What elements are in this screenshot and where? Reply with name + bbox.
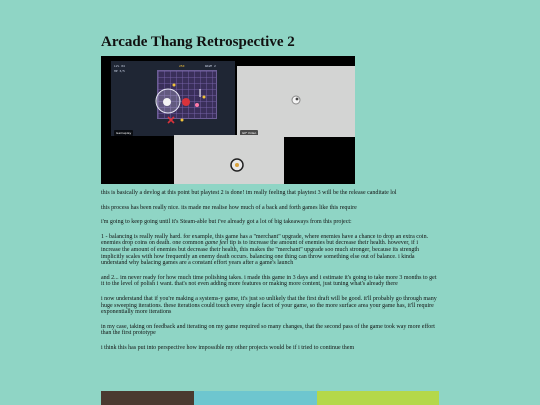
enemy-blob: [182, 98, 190, 106]
game-screenshot-thumb[interactable]: [194, 391, 317, 405]
paragraph: this is basically a devlog at this point but playtest 2 is done! im really feeling that playtest 3 will be the release canditate lol: [101, 190, 397, 196]
coin: [203, 96, 206, 99]
paragraph-balancing: 1 - balancing is really really hard. for example, this game has a "merchant" upgrade, where enemies have a chance to drop an extra coin. enemies drop coins on death. one common game feel tip is to increase the amount of enemies but decrease their health. however, if i increase the amount of enemies but decrease their health, this makes the "merchant" upgrade soo much stronger, because its strength implicitly scales with how frequently an enemy death occurs. balancing one thing can throw something else out of balance. i kinda understand why balacing games are a constant effort years after a game's launch: [101, 233, 429, 267]
video-clip-1[interactable]: [237, 66, 355, 137]
video-badge: GIF Video: [242, 131, 257, 135]
emphasis-text: game feel: [204, 240, 229, 247]
post-title: Arcade Thang Retrospective 2: [101, 34, 295, 50]
coin: [181, 119, 184, 122]
paragraph: i think this has put into perspective how impossible my other projects would be if i tried to continue them: [101, 344, 355, 351]
game-sprites: [111, 61, 235, 136]
hud-level: LVL 04: [114, 64, 125, 68]
gameplay-screenshot[interactable]: [111, 61, 235, 136]
paragraph: and 2... im never ready for how much time polishing takes. i made this game in 3 days and i estimate it's going to take more 3 months to get it to the level of polish i want. that's not even adding more features or making more content, just tuning what's already there: [101, 274, 437, 288]
hud-coins: 250: [179, 64, 185, 68]
media-gallery-2: [101, 391, 439, 405]
spinning-ship-icon: [289, 93, 303, 107]
coin: [173, 84, 176, 87]
paragraph: in my case, taking on feedback and iterating on my game required so many changes, that the second pass of the game took way more effort than the first prototype: [101, 323, 435, 337]
media-badge: Gameplay: [116, 131, 132, 135]
hud-wave: WAVE 2: [205, 64, 216, 68]
video-clip-2[interactable]: [174, 135, 284, 184]
game-screenshot-thumb[interactable]: [101, 391, 194, 405]
ship-orb-icon: [229, 157, 245, 173]
target-marker-icon: [168, 117, 174, 123]
player-ship: [163, 98, 171, 106]
post-body: [101, 190, 439, 360]
game-screenshot-thumb[interactable]: [317, 391, 439, 405]
enemy-small: [195, 103, 199, 107]
paragraph: i'm going to keep going until it's Steam-able but i've already got a lot of big takeaways from this project:: [101, 219, 352, 226]
hud-health: HP 3/5: [114, 69, 125, 73]
paragraph: i now understand that if you're making a systems-y game, it's just so unlikely that the first draft will be good. it'll probably go through many huge sweeping iterations. these iterations could touch every single facet of your game, so the more surface area your game has, it'll require exponentially more iterations: [101, 295, 437, 316]
paragraph: this process has been really nice. its made me realise how much of a back and forth games like this require: [101, 204, 357, 211]
media-gallery: [101, 56, 355, 184]
